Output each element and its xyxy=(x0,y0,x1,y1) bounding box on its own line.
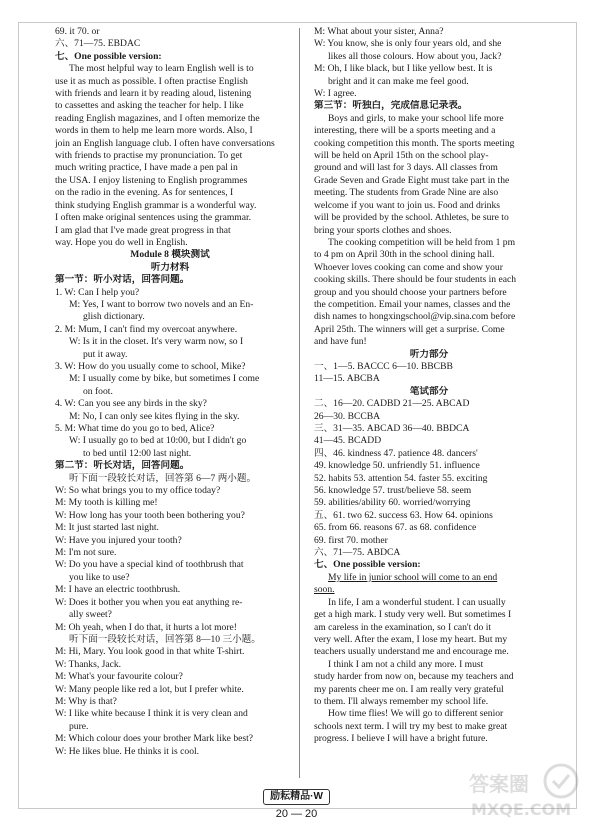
left-text-line: much writing practice, I have made a pen pal in xyxy=(55,162,238,174)
left-text-line: M: I have an electric toothbrush. xyxy=(55,584,181,596)
right-column xyxy=(314,26,544,746)
right-text-line: my parents cheer me on. I am really very grateful xyxy=(314,683,504,695)
right-text-line: 六、71—75. ABDCA xyxy=(314,547,401,559)
right-text-line: Boys and girls, to make your school life more xyxy=(328,112,504,124)
right-text-line: 26—30. BCCBA xyxy=(314,410,381,422)
right-text-line: April 25th. The winners will get a surprise. Come xyxy=(314,323,505,335)
right-text-line: 七、One possible version: xyxy=(314,559,421,571)
svg-text:答案圈: 答案圈 xyxy=(469,772,529,796)
right-text-line: 五、61. two 62. success 63. How 64. opinions xyxy=(314,509,493,521)
right-text-line: 二、16—20. CADBD 21—25. ABCAD xyxy=(314,398,470,410)
left-text-line: W: Many people like red a lot, but I prefer white. xyxy=(55,683,244,695)
left-text-line: Module 8 模块测试 xyxy=(130,249,210,261)
right-text-line: will be held on April 15th on the school play- xyxy=(314,150,489,162)
right-text-line: 52. habits 53. attention 54. faster 55. exciting xyxy=(314,472,488,484)
watermark-logo xyxy=(465,761,585,821)
right-text-line: M: What about your sister, Anna? xyxy=(314,26,444,37)
left-text-line: ally sweet? xyxy=(69,609,112,621)
left-text-line: words in them to help me learn more words. Also, I xyxy=(55,125,253,137)
right-text-line: bright and it can make me feel good. xyxy=(328,75,469,87)
right-text-line: How time flies! We will go to different senior xyxy=(328,708,504,720)
svg-text:MXQE.COM: MXQE.COM xyxy=(471,800,572,819)
right-text-line: interesting, there will be a sports meeting and a xyxy=(314,125,496,137)
left-text-line: M: What's your favourite colour? xyxy=(55,671,183,683)
right-text-line: 65. from 66. reasons 67. as 68. confidence xyxy=(314,522,477,534)
left-text-line: 5. M: What time do you go to bed, Alice? xyxy=(55,423,215,434)
left-text-line: way. Hope you do well in English. xyxy=(55,236,188,248)
left-text-line: W: Do you have a special kind of toothbrush that xyxy=(55,559,244,571)
left-text-line: W: So what brings you to my office today? xyxy=(55,485,221,497)
right-text-line: will be provided by the school. Athletes, be sure to xyxy=(314,212,509,224)
left-text-line: W: How long has your tooth been bothering you? xyxy=(55,509,245,521)
right-text-line: to 4 pm on April 30th in the school dining hall. xyxy=(314,249,495,261)
left-text-line: W: He likes blue. He thinks it is cool. xyxy=(55,745,200,757)
right-text-line: very well. After the exam, I lose my heart. But my xyxy=(314,633,508,645)
right-text-line: 第三节：听独白，完成信息记录表。 xyxy=(314,100,468,112)
right-text-line: 三、31—35. ABCAD 36—40. BBDCA xyxy=(314,423,470,434)
right-text-line: The cooking competition will be held from 1 pm xyxy=(328,236,516,248)
left-text-line: you like to use? xyxy=(69,571,130,583)
left-text-line: M: My tooth is killing me! xyxy=(55,497,158,509)
right-text-line: Whoever loves cooking can come and show your xyxy=(314,261,503,273)
left-text-line: think studying English grammar is a wonderful way. xyxy=(55,199,257,211)
right-text-line: bring your sports clothes and shoes. xyxy=(314,224,452,236)
right-text-line: My life in junior school will come to an end xyxy=(328,571,498,583)
right-text-line: 四、46. kindness 47. patience 48. dancers' xyxy=(314,447,478,459)
left-text-line: to bed until 12:00 last night. xyxy=(83,447,192,459)
brand-badge: 励耘精品·W xyxy=(263,789,330,805)
right-text-line: 11—15. ABCBA xyxy=(314,373,380,385)
left-text-line: 听下面一段较长对话，回答第 6—7 两小题。 xyxy=(69,472,257,484)
right-text-line: study harder from now on, because my teachers and xyxy=(314,671,514,683)
left-text-line: W: Thanks, Jack. xyxy=(55,658,122,670)
right-text-line: 听力部分 xyxy=(409,348,449,360)
left-text-line: on foot. xyxy=(83,385,113,397)
left-text-line: 69. it 70. or xyxy=(55,26,100,37)
left-text-line: W: Does it bother you when you eat anything re- xyxy=(55,596,243,608)
left-text-line: 2. M: Mum, I can't find my overcoat anywhere. xyxy=(55,323,238,335)
left-text-line: glish dictionary. xyxy=(83,311,145,323)
right-text-line: W: I agree. xyxy=(314,88,357,100)
left-text-line: with friends to practise my pronunciation. To get xyxy=(55,150,243,162)
right-text-line: meeting. The students from Grade Nine are also xyxy=(314,187,499,199)
left-text-line: 七、One possible version: xyxy=(55,50,162,62)
left-text-line: with friends and learn it by reading aloud, listening xyxy=(55,88,252,100)
left-text-line: 第一节：听小对话，回答问题。 xyxy=(55,274,190,286)
column-divider xyxy=(299,28,300,778)
right-text-line: 69. first 70. mother xyxy=(314,534,388,546)
left-text-line: M: Hi, Mary. You look good in that white T-shirt. xyxy=(55,646,245,658)
left-text-line: the USA. I enjoy listening to English programmes xyxy=(55,174,248,186)
left-text-line: I often make original sentences using the grammar. xyxy=(55,212,252,224)
right-text-line: ground and will last for 3 days. All classes from xyxy=(314,162,498,174)
right-text-line: W: You know, she is only four years old, and she xyxy=(314,38,502,50)
left-text-line: M: No, I can only see kites flying in the sky. xyxy=(69,410,240,422)
right-text-line: 41—45. BCADD xyxy=(314,435,382,447)
right-text-line: M: Oh, I like black, but I like yellow best. It is xyxy=(314,63,493,75)
left-text-line: 3. W: How do you usually come to school, Mike? xyxy=(55,360,246,372)
left-text-line: W: Have you injured your tooth? xyxy=(55,534,182,546)
right-text-line: cooking skills. There should be four students in each xyxy=(314,274,517,286)
left-text-line: join an English language club. I often have conversations xyxy=(55,137,275,149)
left-text-line: W: I usually go to bed at 10:00, but I didn't go xyxy=(69,435,247,447)
page-number: 20 — 20 xyxy=(275,808,318,820)
left-text-line: M: Yes, I want to borrow two novels and an En- xyxy=(69,298,254,310)
right-text-line: 56. knowledge 57. trust/believe 58. seem xyxy=(314,485,472,497)
right-text-line: schools next term. I will try my best to make great xyxy=(314,720,508,732)
right-text-line: 一、1—5. BACCC 6—10. BBCBB xyxy=(314,360,453,372)
right-text-line: progress. I believe I will have a bright future. xyxy=(314,733,488,745)
left-text-line: W: I like white because I think it is very clean and xyxy=(55,708,248,720)
left-text-line: use it as much as possible. I often practise English xyxy=(55,75,248,87)
right-text-line: 49. knowledge 50. unfriendly 51. influence xyxy=(314,460,480,472)
right-text-line: In life, I am a wonderful student. I can usually xyxy=(328,596,506,608)
right-text-line: get a high mark. I study very well. But sometimes I xyxy=(314,609,512,621)
left-text-line: on the radio in the evening. As for sentences, I xyxy=(55,187,234,199)
left-text-line: 第二节：听长对话，回答问题。 xyxy=(55,460,190,472)
left-text-line: 听力材料 xyxy=(150,261,190,273)
right-text-line: Grade Seven and Grade Eight must take part in the xyxy=(314,174,510,186)
left-text-line: put it away. xyxy=(83,348,128,360)
right-text-line: to them. I'll always remember my school life. xyxy=(314,695,489,707)
left-text-line: W: Is it in the closet. It's very warm now, so I xyxy=(69,336,244,348)
left-column xyxy=(55,26,285,758)
right-text-line: teachers usually understand me and encourage me. xyxy=(314,646,509,658)
left-text-line: M: Which colour does your brother Mark like best? xyxy=(55,733,254,745)
right-text-line: welcome if you want to join us. Food and drinks xyxy=(314,199,500,211)
right-text-line: dish names to hongxingschool@vip.sina.com before xyxy=(314,311,516,323)
left-text-line: reading English magazines, and I often memorize the xyxy=(55,112,260,124)
left-text-line: to cassettes and asking the teacher for help. I like xyxy=(55,100,244,112)
left-text-line: M: I'm not sure. xyxy=(55,547,117,559)
left-text-line: M: Oh yeah, when I do that, it hurts a lot more! xyxy=(55,621,237,633)
left-text-line: M: Why is that? xyxy=(55,695,117,707)
right-text-line: cooking competition this month. The sports meeting xyxy=(314,137,515,149)
left-text-line: pure. xyxy=(69,720,89,732)
right-text-line: 笔试部分 xyxy=(409,385,449,397)
right-text-line: 59. abilities/ability 60. worried/worrying xyxy=(314,497,471,509)
left-text-line: I am glad that I've made great progress in that xyxy=(55,224,231,236)
right-text-line: and have fun! xyxy=(314,336,367,348)
right-text-line: I think I am not a child any more. I must xyxy=(328,658,484,670)
left-text-line: The most helpful way to learn English well is to xyxy=(69,63,254,75)
right-text-line: the competition. Email your names, classes and the xyxy=(314,298,511,310)
left-text-line: M: I usually come by bike, but sometimes I come xyxy=(69,373,260,385)
right-text-line: am careless in the examination, so I can't do it xyxy=(314,621,492,633)
left-text-line: 4. W: Can you see any birds in the sky? xyxy=(55,398,207,410)
left-text-line: 六、71—75. EBDAC xyxy=(55,38,141,50)
right-text-line: likes all those colours. How about you, Jack? xyxy=(328,50,502,62)
left-text-line: 听下面一段较长对话，回答第 8—10 三小题。 xyxy=(69,633,261,645)
right-text-line: group and you should choose your partners before xyxy=(314,286,507,298)
right-text-line: soon. xyxy=(314,584,335,596)
left-text-line: M: It just started last night. xyxy=(55,522,159,534)
left-text-line: 1. W: Can I help you? xyxy=(55,286,140,298)
